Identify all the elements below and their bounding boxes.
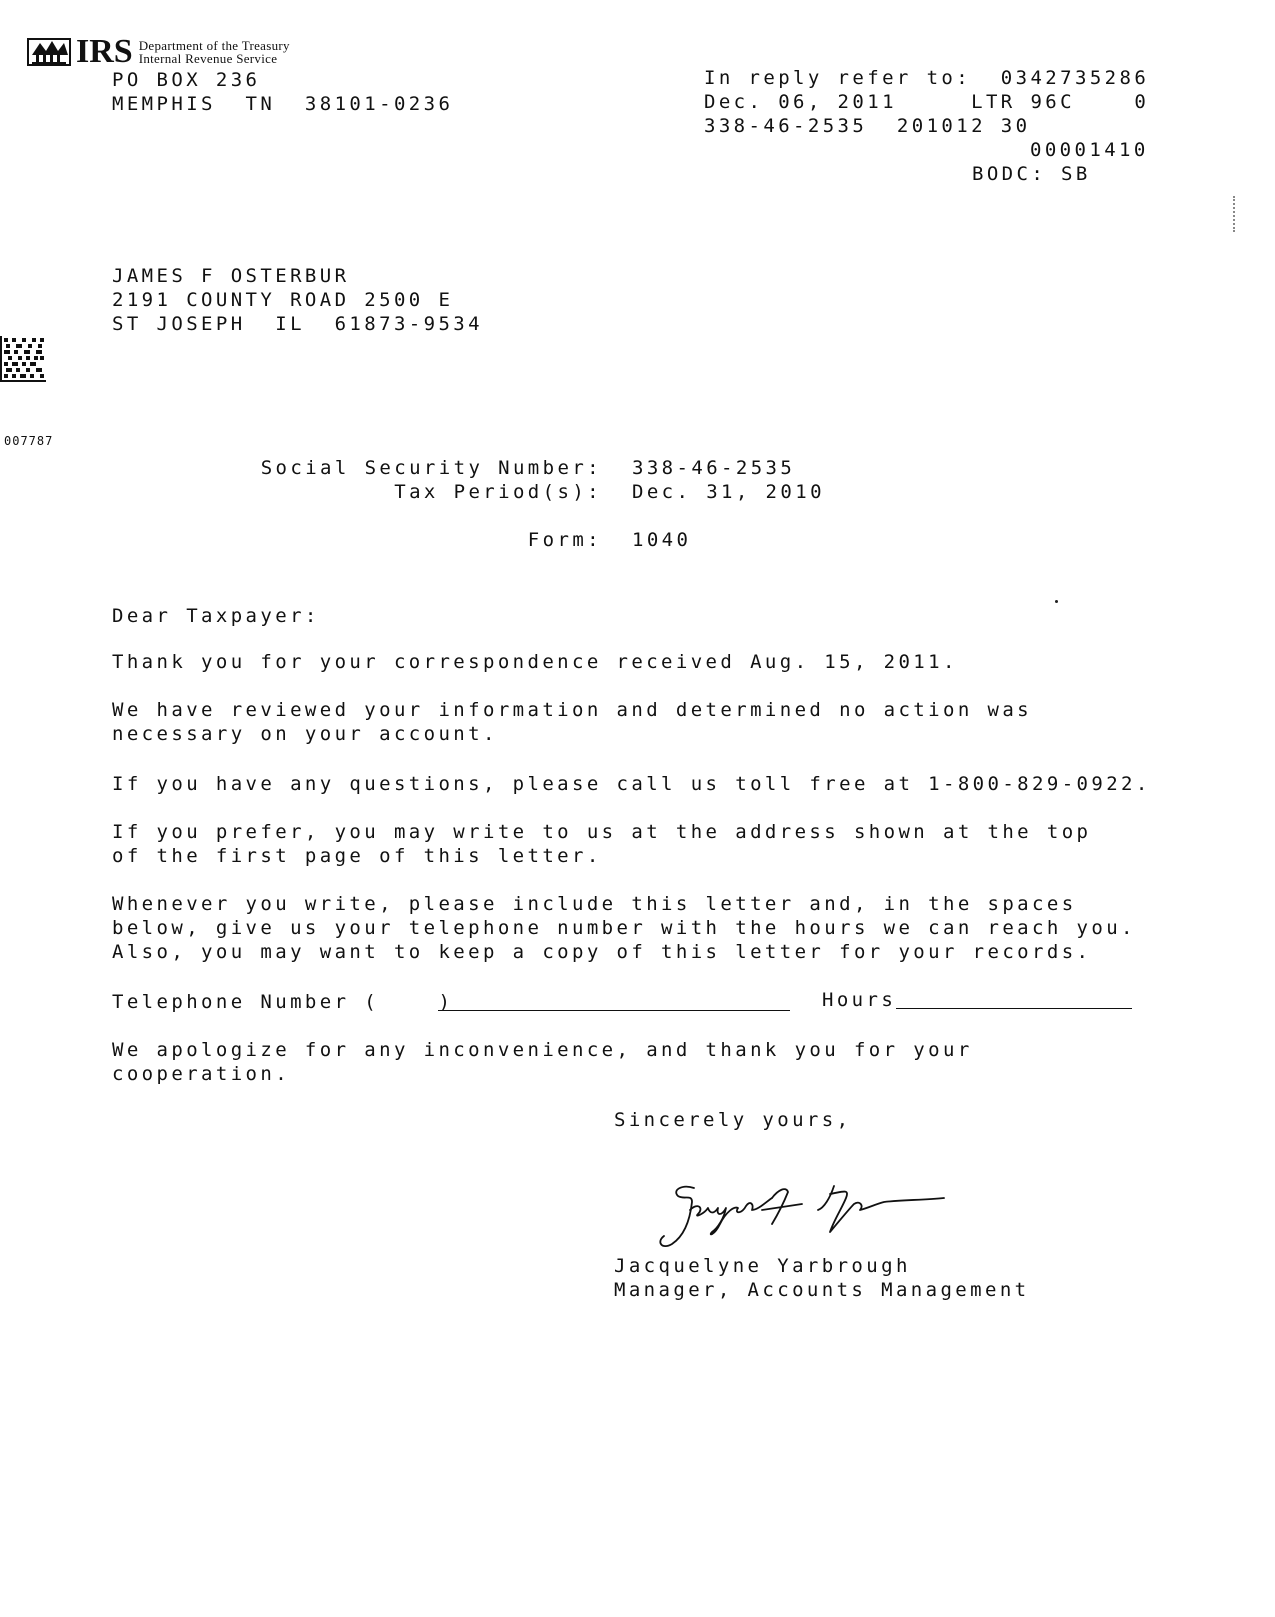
paragraph-questions: If you have any questions, please call us toll free at 1-800-829-0922.	[112, 773, 1151, 795]
signer-name: Jacquelyne Yarbrough	[614, 1255, 911, 1277]
document-control-number: 007787	[4, 434, 54, 448]
bodc-code: BODC: SB	[972, 163, 1091, 185]
paragraph-include-line1: Whenever you write, please include this letter and, in the spaces	[112, 893, 1077, 915]
speck-mark	[1055, 600, 1058, 603]
paragraph-review-line1: We have reviewed your information and determined no action was	[112, 699, 1033, 721]
ssn-label: Social Security Number:	[260, 457, 602, 479]
paragraph-review-line2: necessary on your account.	[112, 723, 498, 745]
reply-reference: In reply refer to: 0342735286	[704, 67, 1150, 89]
ssn-value: 338-46-2535	[632, 457, 796, 479]
hours-label: Hours	[822, 989, 897, 1011]
reference-ssn-line: 338-46-2535 201012 30	[704, 115, 1031, 137]
paragraph-write-line2: of the first page of this letter.	[112, 845, 602, 867]
datamatrix-barcode	[0, 336, 46, 382]
tax-period-label: Tax Period(s):	[394, 481, 602, 503]
reference-code: 00001410	[1030, 139, 1149, 161]
dept-line-1: Department of the Treasury	[138, 38, 290, 53]
recipient-name: JAMES F OSTERBUR	[112, 265, 350, 287]
margin-mark	[1233, 196, 1237, 232]
letter-date-code: Dec. 06, 2011 LTR 96C 0	[704, 91, 1150, 113]
paragraph-apology-line1: We apologize for any inconvenience, and thank you for your	[112, 1039, 973, 1061]
paragraph-apology-line2: cooperation.	[112, 1063, 291, 1085]
paragraph-include-line2: below, give us your telephone number with the hours we can reach you.	[112, 917, 1136, 939]
salutation: Dear Taxpayer:	[112, 605, 320, 627]
dept-line-2: Internal Revenue Service	[138, 51, 278, 66]
telephone-number-label: Telephone Number ( )	[112, 991, 454, 1013]
eagle-seal-icon	[26, 35, 72, 69]
sender-address-line2: MEMPHIS TN 38101-0236	[112, 93, 454, 115]
paragraph-include-line3: Also, you may want to keep a copy of this letter for your records.	[112, 941, 1092, 963]
hours-field[interactable]	[896, 986, 1132, 1009]
irs-logo	[26, 34, 290, 70]
recipient-street: 2191 COUNTY ROAD 2500 E	[112, 289, 454, 311]
sender-address-line1: PO BOX 236	[112, 69, 261, 91]
agency-wordmark: IRS	[76, 33, 133, 70]
form-label: Form:	[527, 529, 602, 551]
form-value: 1040	[632, 529, 692, 551]
paragraph-write-line1: If you prefer, you may write to us at the address shown at the top	[112, 821, 1092, 843]
closing: Sincerely yours,	[614, 1109, 852, 1131]
tax-period-value: Dec. 31, 2010	[632, 481, 825, 503]
signer-title: Manager, Accounts Management	[614, 1279, 1030, 1301]
telephone-number-field[interactable]	[438, 988, 790, 1011]
paragraph-thanks: Thank you for your correspondence received Aug. 15, 2011.	[112, 651, 958, 673]
recipient-city: ST JOSEPH IL 61873-9534	[112, 313, 483, 335]
